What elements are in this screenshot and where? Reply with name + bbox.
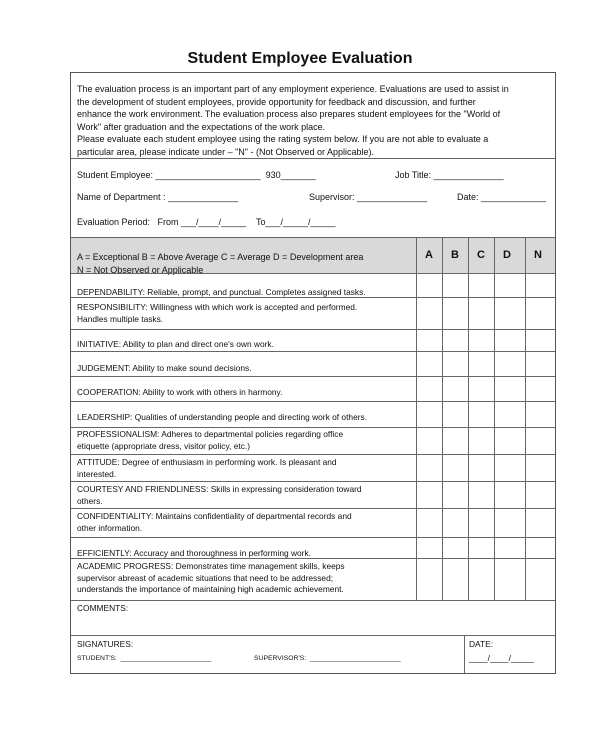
criterion-professionalism bbox=[77, 429, 417, 452]
intro-line: Please evaluate each student employee using the rating system below. If you are not able to evaluate a bbox=[77, 134, 489, 145]
table-rule bbox=[71, 376, 555, 377]
criterion-attitude bbox=[77, 457, 417, 480]
intro-line: enhance the work environment. The evaluation process also prepares student employees for the "World of bbox=[77, 109, 501, 120]
student-signature-field[interactable]: STUDENT'S: ________________________ bbox=[77, 655, 212, 662]
criterion-judgement bbox=[77, 363, 417, 375]
intro-line: particular area, please indicate under – "N" - (Not Observed or Applicable). bbox=[77, 146, 375, 157]
criterion-text: LEADERSHIP: Qualities of understanding people and directing work of others. bbox=[77, 412, 368, 422]
table-rule bbox=[71, 481, 555, 482]
column-a: A bbox=[425, 249, 433, 261]
criterion-text: RESPONSIBILITY: Willingness with which work is accepted and performed. bbox=[77, 302, 358, 312]
comments-label: COMMENTS: bbox=[77, 603, 129, 613]
job-title-field[interactable]: Job Title: ______________ bbox=[395, 170, 504, 180]
column-rule bbox=[525, 237, 526, 600]
criterion-text: DEPENDABILITY: Reliable, prompt, and punctual. Completes assigned tasks. bbox=[77, 287, 366, 297]
criterion-academic-progress bbox=[77, 561, 417, 596]
column-rule bbox=[468, 237, 469, 600]
criterion-text: EFFICIENTLY: Accuracy and thoroughness in performing work. bbox=[77, 548, 311, 558]
criterion-text: INITIATIVE: Ability to plan and direct one's own work. bbox=[77, 339, 274, 349]
criterion-text: etiquette (appropriate dress, visitor policy, etc.) bbox=[77, 440, 251, 451]
criterion-text: ATTITUDE: Degree of enthusiasm in performing work. Is pleasant and bbox=[77, 457, 337, 467]
evaluation-period-field[interactable]: Evaluation Period: From ___/____/_____ To___/_____/_____ bbox=[77, 217, 336, 227]
column-n: N bbox=[534, 249, 542, 261]
criterion-text: interested. bbox=[77, 468, 117, 479]
signatures-label: SIGNATURES: bbox=[77, 639, 134, 649]
criterion-leadership bbox=[77, 412, 417, 424]
department-field[interactable]: Name of Department : ______________ bbox=[77, 192, 239, 202]
criterion-responsibility bbox=[77, 302, 417, 325]
table-rule bbox=[71, 329, 555, 330]
intro-line: the development of student employees, provide opportunity for feedback and discussion, and further bbox=[77, 96, 476, 107]
criterion-text: COOPERATION: Ability to work with others in harmony. bbox=[77, 387, 283, 397]
legend-line: A = Exceptional B = Above Average C = Average D = Development area bbox=[77, 252, 364, 262]
date-field[interactable]: Date: _____________ bbox=[457, 192, 547, 202]
supervisor-field[interactable]: Supervisor: ______________ bbox=[309, 192, 428, 202]
criterion-efficiency bbox=[77, 548, 417, 560]
table-rule bbox=[71, 401, 555, 402]
page-title: Student Employee Evaluation bbox=[187, 50, 413, 67]
criterion-text: PROFESSIONALISM: Adheres to departmental policies regarding office bbox=[77, 429, 344, 439]
intro-text bbox=[77, 83, 549, 159]
column-rule bbox=[494, 237, 495, 600]
table-rule bbox=[71, 635, 555, 636]
criterion-text: other information. bbox=[77, 522, 143, 533]
table-rule bbox=[71, 237, 555, 238]
column-d: D bbox=[503, 249, 511, 261]
date-rule bbox=[464, 635, 465, 673]
supervisor-signature-field[interactable]: SUPERVISOR'S: ________________________ bbox=[254, 655, 401, 662]
legend-line: N = Not Observed or Applicable bbox=[77, 265, 204, 275]
criterion-text: ACADEMIC PROGRESS: Demonstrates time management skills, keeps bbox=[77, 561, 345, 571]
criterion-text: COURTESY AND FRIENDLINESS: Skills in expressing consideration toward bbox=[77, 484, 362, 494]
criterion-text: CONFIDENTIALITY: Maintains confidentiality of departmental records and bbox=[77, 511, 352, 521]
criterion-courtesy bbox=[77, 484, 417, 507]
criterion-confidentiality bbox=[77, 511, 417, 534]
criterion-cooperation bbox=[77, 387, 417, 399]
table-rule bbox=[71, 508, 555, 509]
column-c: C bbox=[477, 249, 485, 261]
table-rule bbox=[71, 537, 555, 538]
intro-line: The evaluation process is an important part of any employment experience. Evaluations are used to assist in bbox=[77, 84, 509, 94]
criterion-text: understands the importance of maintaining high academic achievement. bbox=[77, 584, 344, 595]
criterion-text: JUDGEMENT: Ability to make sound decisions. bbox=[77, 363, 252, 373]
intro-line: Work" after graduation and the expectations of the work place. bbox=[77, 121, 326, 132]
signature-date-field[interactable]: ____/____/_____ bbox=[469, 653, 535, 663]
criterion-text: Handles multiple tasks. bbox=[77, 313, 164, 324]
student-employee-field[interactable]: Student Employee: _____________________ 930_______ bbox=[77, 170, 316, 180]
criterion-dependability bbox=[77, 287, 417, 299]
table-rule bbox=[71, 600, 555, 601]
table-rule bbox=[71, 273, 555, 274]
criterion-text: others. bbox=[77, 495, 103, 506]
column-b: B bbox=[451, 249, 459, 261]
criterion-initiative bbox=[77, 339, 417, 351]
table-rule bbox=[71, 427, 555, 428]
table-rule bbox=[71, 351, 555, 352]
evaluation-form bbox=[70, 72, 556, 674]
criterion-text: supervisor abreast of academic situations that need to be addressed; bbox=[77, 572, 334, 583]
signature-date-label: DATE: bbox=[469, 639, 494, 649]
column-rule bbox=[442, 237, 443, 600]
table-rule bbox=[71, 454, 555, 455]
divider bbox=[71, 158, 555, 159]
